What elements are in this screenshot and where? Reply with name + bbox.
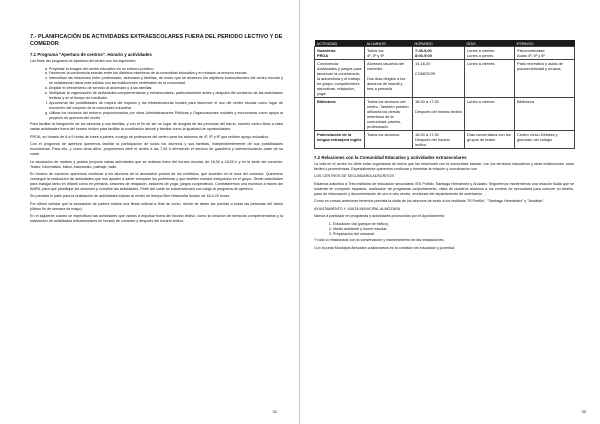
paragraph: Estamos adscritos a Tres institutos de educación secundaria: IES Portillo, Santiago Hernández y Andalán. Seguiremos manteniendo una relación fluida que se sustente en compartir espacios, realización de programas conjuntamente, visita de nuestros alumnos a los centros de secundaria para conocer su diseño, paso de información y documentación de uno a otro centro, reuniones del departamento de orientación… (314, 181, 574, 196)
table-cell: Patio recreativo y aulas de psicomotricidad y música. (515, 60, 575, 98)
intro-text: Los fines del programa de Apertura del centro son los siguientes: (30, 59, 137, 63)
list-item: f. Aprovechar las posibilidades de mejora del espacio y las infraestructuras locales para favorecer el uso del centro escolar como lugar de encuentro del conjunto de la comunidad educativa (49, 101, 283, 111)
table-row (315, 60, 575, 98)
column-header: HORARIO (413, 40, 465, 47)
table-cell: Centro cívico Delicias y gimnasio del colegio (515, 131, 575, 149)
table-cell: Lunes a viernes Lunes a jueves (465, 47, 515, 60)
paragraph: En horario de comedor queremos continuar a los alumnos de la asociación puntos de los conflictos, que suceden en la hora del comedor. Queremos conseguir la realización de actividades que nos ayuden a saber encauzar los problemas y que faciliten nuestra integración en el grupo. Serán actividades para trabajar tanto en infantil como en primaria, sesiones de relajación, sesiones de yoga, juegos cooperativos. Contrataremos una monitora a través del AMPA, para que planifique las sesiones y coordine las actividades. Parte del coste se subvencionará con cargo al programa de apertura. (30, 172, 283, 191)
paragraph: Como en cursos anteriores tenemos prevista la visita de los alumnos de sexto a los institutos "El Portillo", "Santiago Hernández" y "Andalán". (314, 199, 545, 204)
paragraph: Se prestará el patio para la realización de actividades lúdicas al centro de tiempo libre Masoraña horario de 18 a 20 horas. (30, 194, 231, 199)
paragraph: Y todo lo relacionado con la conservación y mantenimiento de las instalaciones. (314, 238, 445, 243)
table-row (315, 131, 575, 149)
paragraph: La vida en el centro no debe estar organizada de forma que las relaciones con la comunidad escolar, con los servicios educativos y otras instituciones, sean fáciles y provechosas. Especialmente queremos continuar y fomentar la relación y coordinación con (314, 162, 574, 171)
list-item: a. Proyectar la imagen del centro educativo en su entorno próximo (49, 67, 283, 72)
right-page (300, 0, 600, 424)
paragraph: Con el programa de apertura queremos facilitar la participación de todos los alumnos y sus familias, independientemente de sus posibilidades económicas. Para ello, y como otros años, proponemos abrir el centro a las 7,45 h ofreciendo el servicio de guardería y subvencionando parte de su coste. (30, 142, 283, 157)
list-item: d. Ampliar el ofrecimiento de servicio al alumnado y a las familias (49, 86, 283, 91)
subsection-heading: 7.1 Programa "Apertura de centros". Horario y actividades (30, 52, 152, 57)
column-header: ACTIVIDAD (315, 40, 365, 47)
activities-table (314, 40, 575, 149)
page-number: 33 (581, 409, 586, 414)
column-header: DÍAS (465, 40, 515, 47)
table-cell: Alumnos usuarios del comedor. Dos días dirigido a los alumnos de infantil y tres a primaria. (365, 60, 413, 98)
column-header: ALUMNOS (365, 40, 413, 47)
list-item: b. Favorecer la convivencia escolar entre los distintos miembros de la comunidad educativa y en relación al entorno escolar (49, 71, 283, 76)
paragraph: Vamos a participar en programas y actividades promovidos por el Ayuntamiento: (314, 214, 446, 219)
table-cell: Guardería PROA (315, 47, 365, 60)
table-cell: Días concertados con los grupos de teatro (465, 131, 515, 149)
list-item: 2. Medio ambiente y huerto escolar. (333, 227, 574, 232)
list-item: c. Intensificar las relaciones entre profesorado, alumnado y familias, de modo que se alcancen los objetivos socioculturales del centro escolar y se establezcan lazos más sólidos con las instituciones vertebrales de la comunidad (49, 76, 283, 86)
paragraph: La asociación de madres y padres propone varias actividades que se realizan fuera del horario escolar, de 16,30 a 18,00 h y en la tarde del comedor: Teatro, Informática, fútbol, baloncesto, patinaje, baile. (30, 159, 283, 169)
paragraph: Con la junta Municipal Almozara colaboramos en la comisión de educación y juventud. (314, 245, 456, 250)
table-cell: Convivencia Actividades y juegos para favorecer la convivencia, la autoestima y el trabajo en grupo; competiciones deportivas, relajación, yoga. (315, 60, 365, 98)
table-row (315, 47, 575, 60)
table-cell: Todos los 4º, 5º y 6º (365, 47, 413, 60)
table-cell: Biblioteca (315, 98, 365, 131)
table-cell: Potenciación de la lengua extranjera inglés (315, 131, 365, 149)
section-label: LOS CENTROS DE SECUNDARIA ADSCRITOS (314, 174, 394, 179)
paragraph: Para facilitar la integración de los alumnos y sus familias, y con el fin de ser un lugar de acogida de las personas del barrio, nuestro centro lleva a cabo varias actividades fuera del horario lectivo para facilitar la conciliación laboral y familiar como la igualdad de oportunidades. (30, 122, 283, 132)
section-heading: 7.- PLANIFICACIÓN DE ACTIVIDADES EXTRAESCOLARES FUERA DEL PERIODO LECTIVO Y DE COMEDOR (30, 34, 283, 47)
table-cell: 14-16,30 COMEDOR (413, 60, 465, 98)
table-cell: Biblioteca (515, 98, 575, 131)
table-cell: Todos los alumnos del centro. También pueden utilizarla los demás miembros de la comunidad: padres, profesorado. (365, 98, 413, 131)
page-number: 32 (272, 409, 277, 414)
list-item: 1. Educación vial (parque de tráfico). (333, 222, 574, 227)
programs-list (314, 222, 574, 237)
table-cell: Psicomotricidad Aulas 4º, 5º y 6º (515, 47, 575, 60)
table-cell: Lunes a viernes (465, 60, 515, 98)
section-label: AYUNTAMIENTO Y JUNTA MUNICIPAL ALMOZARA (314, 206, 401, 211)
list-item: e. Multiplicar la organización de actividades complementarias y extraescolares, particularmente antes y después del comienzo de las actividades lectivas y en el tiempo de mediodía. (49, 91, 283, 101)
table-cell: Lunes a viernes (465, 98, 515, 131)
table-cell: 16:30 a 17:30 Después del horario lectivo (413, 98, 465, 131)
subsection-heading: 7.2 Relaciones con la Comunidad Educativa y actividades extraescolares (314, 155, 467, 160)
table-cell: Todos los alumnos. (365, 131, 413, 149)
column-header: ESPACIO (515, 40, 575, 47)
table-cell: 16:30 a 17:30 Después del horario lectivo. (413, 131, 465, 149)
paragraph: PROA, en horario de 8 a 9 horas de lunes a jueves, a cargo de profesores del centro para los alumnos de 4º, 5º y 6º que reciben apoyo educativo. (30, 134, 270, 139)
goals-list (30, 67, 283, 121)
table-row (315, 98, 575, 131)
paragraph: Por último señalar que la asociación de padres realiza una fiesta cultural a final de curso, donde se abren las puertas a todas las personas del barrio (último fin de semana de mayo). (30, 201, 283, 211)
table-cell: 7:45-9,00 8:00-9:00 (413, 47, 465, 60)
paragraph: En el siguiente cuadro se especifican las actividades que vamos a impulsar fuera del horario lectivo, como la creación de servicios complementarios y la realización de actividades extraescolares en horario de comedor y después del horario lectivo. (30, 214, 283, 224)
list-item: 3. Preparación del carnaval. (333, 232, 574, 237)
list-item: g. Utilizar los recursos del entorno proporcionados por otras Administraciones Públicas y Organizaciones sociales y económicas como apoyo al proyecto de apertura del centro (49, 111, 283, 121)
